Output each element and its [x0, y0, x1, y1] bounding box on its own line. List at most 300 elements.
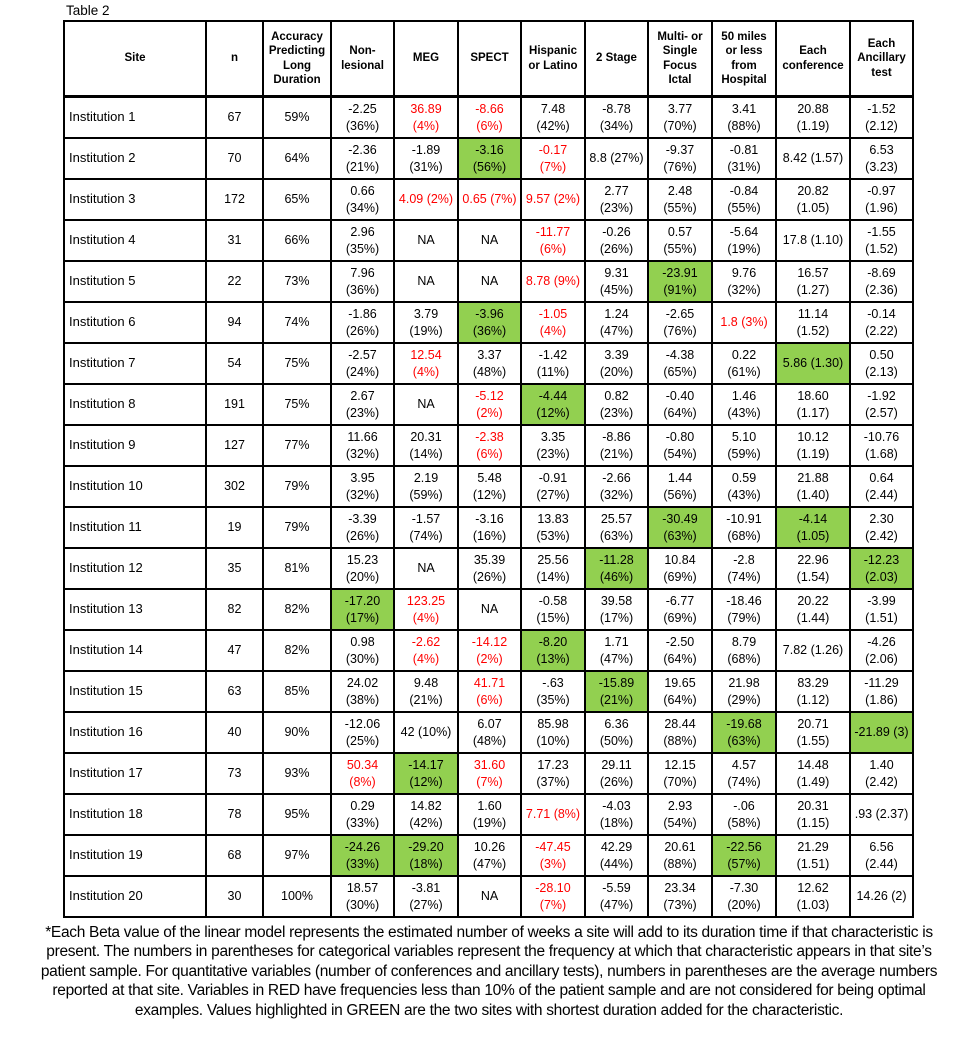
cell-line: (47%): [599, 323, 634, 338]
table-head: [64, 21, 913, 97]
beta-cell: [585, 876, 648, 917]
beta-cell: [776, 97, 850, 139]
beta-cell: [521, 97, 585, 139]
n-cell: 94: [206, 302, 263, 343]
site-cell: Institution 18: [64, 794, 206, 835]
cell-line: (54%): [663, 815, 697, 830]
beta-cell: [776, 384, 850, 425]
cell-line: -12.06: [344, 717, 381, 732]
beta-cell: [521, 220, 585, 261]
beta-cell: [458, 220, 521, 261]
cell-line: 20.22: [797, 594, 829, 609]
beta-cell: [585, 179, 648, 220]
cell-line: 8.78 (9%): [525, 274, 581, 289]
cell-line: 3.35: [540, 430, 566, 445]
cell-line: -0.97: [867, 184, 896, 199]
site-cell: Institution 1: [64, 97, 206, 139]
cell-line: -2.57: [348, 348, 377, 363]
n-cell: 30: [206, 876, 263, 917]
beta-cell: [521, 138, 585, 179]
cell-line: (1.68): [865, 446, 898, 461]
cell-line: (76%): [663, 323, 697, 338]
beta-cell: [776, 712, 850, 753]
beta-cell: [712, 835, 776, 876]
cell-line: -2.62: [411, 635, 441, 650]
beta-cell: [394, 466, 458, 507]
cell-line: -8.86: [602, 430, 631, 445]
accuracy-cell: 82%: [263, 630, 331, 671]
n-cell: 302: [206, 466, 263, 507]
cell-line: (1.03): [796, 897, 830, 912]
cell-line: 19.65: [664, 676, 696, 691]
cell-line: (26%): [599, 241, 634, 256]
cell-line: 17.8 (1.10): [782, 233, 844, 248]
cell-line: (32%): [345, 487, 380, 502]
cell-line: -11.77: [535, 225, 571, 240]
beta-cell: [331, 343, 394, 384]
cell-line: 0.50: [869, 348, 894, 363]
cell-line: 7.96: [350, 266, 375, 281]
cell-line: (6%): [539, 241, 567, 256]
cell-line: (1.51): [796, 856, 830, 871]
cell-line: 7.71 (8%): [525, 807, 581, 822]
accuracy-cell: 66%: [263, 220, 331, 261]
cell-line: (11%): [536, 364, 570, 379]
cell-line: 2.19: [413, 471, 439, 486]
cell-line: -8.66: [475, 102, 504, 117]
cell-line: (70%): [663, 774, 697, 789]
cell-line: (1.55): [796, 733, 830, 748]
cell-line: 1.8 (3%): [720, 315, 768, 330]
cell-line: 0.22: [731, 348, 757, 363]
cell-line: -0.40: [665, 389, 695, 404]
site-cell: Institution 5: [64, 261, 206, 302]
cell-line: 2.96: [350, 225, 375, 240]
beta-cell: [331, 507, 394, 548]
cell-line: 20.88: [797, 102, 829, 117]
beta-cell: [394, 671, 458, 712]
cell-line: (23%): [599, 200, 634, 215]
cell-line: 16.57: [797, 266, 829, 281]
cell-line: -2.50: [665, 635, 695, 650]
cell-line: (65%): [663, 364, 697, 379]
beta-cell: [648, 97, 712, 139]
cell-line: (43%): [727, 487, 761, 502]
cell-line: 3.41: [731, 102, 757, 117]
cell-line: -14.17: [408, 758, 444, 773]
cell-line: (14%): [536, 569, 570, 584]
n-cell: 82: [206, 589, 263, 630]
beta-cell: [331, 220, 394, 261]
column-header: Multi- or Single Focus Ictal: [648, 21, 712, 97]
cell-line: 0.64: [869, 471, 894, 486]
cell-line: 36.89: [410, 102, 442, 117]
cell-line: (1.40): [796, 487, 830, 502]
cell-line: (2.12): [865, 118, 898, 133]
beta-cell: [712, 548, 776, 589]
cell-line: (33%): [345, 856, 380, 871]
n-cell: 73: [206, 753, 263, 794]
accuracy-cell: 64%: [263, 138, 331, 179]
beta-cell: [521, 876, 585, 917]
cell-line: (48%): [472, 364, 507, 379]
accuracy-cell: 59%: [263, 97, 331, 139]
beta-cell: [850, 753, 913, 794]
cell-line: (20%): [599, 364, 634, 379]
cell-line: (37%): [536, 774, 570, 789]
cell-line: -4.14: [798, 512, 828, 527]
cell-line: -0.91: [538, 471, 568, 486]
cell-line: -0.84: [729, 184, 759, 199]
cell-line: (1.15): [796, 815, 830, 830]
cell-line: -17.20: [344, 594, 381, 609]
column-header: MEG: [394, 21, 458, 97]
cell-line: -0.17: [538, 143, 568, 158]
beta-cell: [458, 97, 521, 139]
beta-cell: [458, 425, 521, 466]
n-cell: 47: [206, 630, 263, 671]
site-cell: Institution 6: [64, 302, 206, 343]
cell-line: 0.59: [731, 471, 757, 486]
beta-cell: [648, 835, 712, 876]
beta-cell: [648, 876, 712, 917]
beta-cell: [394, 753, 458, 794]
cell-line: (56%): [663, 487, 697, 502]
accuracy-cell: 79%: [263, 466, 331, 507]
cell-line: -2.36: [348, 143, 377, 158]
cell-line: 35.39: [473, 553, 506, 568]
accuracy-cell: 82%: [263, 589, 331, 630]
n-cell: 54: [206, 343, 263, 384]
beta-cell: [850, 425, 913, 466]
cell-line: (2.42): [865, 528, 898, 543]
cell-line: NA: [480, 889, 499, 904]
beta-cell: [850, 876, 913, 917]
beta-cell: [712, 425, 776, 466]
cell-line: 1.71: [604, 635, 629, 650]
cell-line: (74%): [727, 774, 761, 789]
beta-cell: [331, 835, 394, 876]
cell-line: -0.26: [602, 225, 631, 240]
beta-cell: [648, 343, 712, 384]
cell-line: 50.34: [346, 758, 379, 773]
beta-cell: [331, 753, 394, 794]
beta-cell: [850, 548, 913, 589]
cell-line: (21%): [345, 159, 380, 174]
beta-cell: [776, 753, 850, 794]
cell-line: -2.38: [475, 430, 504, 445]
cell-line: -0.80: [665, 430, 695, 445]
accuracy-cell: 79%: [263, 507, 331, 548]
cell-line: (20%): [345, 569, 380, 584]
beta-cell: [394, 179, 458, 220]
cell-line: 20.61: [664, 840, 696, 855]
cell-line: -0.58: [538, 594, 568, 609]
cell-line: -1.92: [867, 389, 896, 404]
cell-line: 5.10: [731, 430, 757, 445]
cell-line: (18%): [409, 856, 443, 871]
beta-cell: [521, 712, 585, 753]
cell-line: 14.82: [410, 799, 442, 814]
cell-line: -11.29: [864, 676, 899, 691]
accuracy-cell: 81%: [263, 548, 331, 589]
beta-cell: [776, 589, 850, 630]
cell-line: (14%): [409, 446, 443, 461]
cell-line: (26%): [599, 774, 634, 789]
cell-line: (1.54): [796, 569, 830, 584]
cell-line: (27%): [536, 487, 570, 502]
cell-line: (2.13): [865, 364, 898, 379]
beta-cell: [458, 589, 521, 630]
table-row: [64, 138, 913, 179]
cell-line: (2.36): [865, 282, 898, 297]
cell-line: 3.95: [350, 471, 375, 486]
cell-line: -1.86: [348, 307, 377, 322]
beta-cell: [331, 97, 394, 139]
cell-line: 7.48: [540, 102, 566, 117]
beta-cell: [394, 343, 458, 384]
beta-cell: [850, 220, 913, 261]
cell-line: (7%): [539, 159, 567, 174]
accuracy-cell: 77%: [263, 425, 331, 466]
beta-cell: [394, 425, 458, 466]
cell-line: (7%): [476, 774, 503, 789]
cell-line: (59%): [727, 446, 761, 461]
cell-line: -23.91: [662, 266, 698, 281]
beta-cell: [776, 630, 850, 671]
cell-line: (74%): [727, 569, 761, 584]
cell-line: 25.56: [537, 553, 569, 568]
n-cell: 70: [206, 138, 263, 179]
column-header: Site: [64, 21, 206, 97]
cell-line: -8.20: [538, 635, 568, 650]
cell-line: -5.64: [729, 225, 759, 240]
beta-cell: [521, 548, 585, 589]
cell-line: 21.98: [728, 676, 760, 691]
cell-line: (4%): [412, 651, 440, 666]
beta-cell: [648, 466, 712, 507]
cell-line: (73%): [663, 897, 697, 912]
beta-cell: [850, 835, 913, 876]
cell-line: (68%): [727, 651, 761, 666]
n-cell: 78: [206, 794, 263, 835]
beta-cell: [585, 138, 648, 179]
cell-line: -10.76: [863, 430, 900, 445]
column-header: 2 Stage: [585, 21, 648, 97]
cell-line: 9.31: [604, 266, 629, 281]
beta-cell: [776, 794, 850, 835]
cell-line: NA: [417, 397, 435, 412]
cell-line: -1.57: [411, 512, 441, 527]
beta-cell: [776, 835, 850, 876]
beta-cell: [331, 794, 394, 835]
beta-cell: [712, 220, 776, 261]
beta-cell: [850, 630, 913, 671]
cell-line: -47.45: [535, 840, 571, 855]
table-header-row: [64, 21, 913, 97]
beta-cell: [712, 343, 776, 384]
cell-line: (1.12): [796, 692, 830, 707]
cell-line: 11.14: [797, 307, 829, 322]
cell-line: 0.98: [350, 635, 375, 650]
site-cell: Institution 19: [64, 835, 206, 876]
beta-cell: [712, 261, 776, 302]
beta-cell: [776, 548, 850, 589]
cell-line: -11.28: [599, 553, 634, 568]
beta-cell: [648, 753, 712, 794]
table-row: [64, 97, 913, 139]
beta-cell: [648, 671, 712, 712]
cell-line: 28.44: [664, 717, 696, 732]
cell-line: 10.84: [664, 553, 696, 568]
beta-cell: [394, 220, 458, 261]
beta-cell: [521, 466, 585, 507]
beta-cell: [521, 507, 585, 548]
cell-line: (43%): [727, 405, 761, 420]
beta-cell: [850, 302, 913, 343]
cell-line: (26%): [345, 528, 380, 543]
beta-cell: [776, 466, 850, 507]
beta-cell: [394, 548, 458, 589]
cell-line: 5.48: [477, 471, 502, 486]
accuracy-cell: 73%: [263, 261, 331, 302]
n-cell: 67: [206, 97, 263, 139]
beta-cell: [521, 343, 585, 384]
cell-line: (47%): [599, 897, 634, 912]
cell-line: (30%): [345, 897, 380, 912]
cell-line: 0.65 (7%): [462, 192, 517, 207]
cell-line: (53%): [536, 528, 570, 543]
n-cell: 35: [206, 548, 263, 589]
beta-cell: [850, 97, 913, 139]
beta-cell: [458, 876, 521, 917]
column-header: 50 miles or less from Hospital: [712, 21, 776, 97]
cell-line: -1.42: [538, 348, 568, 363]
beta-cell: [331, 179, 394, 220]
beta-cell: [521, 179, 585, 220]
cell-line: 18.60: [797, 389, 829, 404]
beta-cell: [394, 384, 458, 425]
cell-line: -8.78: [602, 102, 631, 117]
column-header: SPECT: [458, 21, 521, 97]
beta-cell: [712, 712, 776, 753]
cell-line: 3.37: [477, 348, 502, 363]
beta-cell: [585, 97, 648, 139]
beta-cell: [776, 425, 850, 466]
cell-line: (25%): [345, 733, 380, 748]
beta-cell: [850, 794, 913, 835]
cell-line: -.63: [542, 676, 564, 691]
cell-line: (1.51): [865, 610, 898, 625]
cell-line: (13%): [536, 651, 570, 666]
cell-line: (32%): [727, 282, 761, 297]
table-row: [64, 466, 913, 507]
beta-cell: [331, 630, 394, 671]
cell-line: (1.96): [865, 200, 898, 215]
n-cell: 40: [206, 712, 263, 753]
cell-line: 10.12: [797, 430, 829, 445]
cell-line: -3.96: [475, 307, 504, 322]
beta-cell: [585, 548, 648, 589]
cell-line: NA: [480, 602, 499, 617]
n-cell: 172: [206, 179, 263, 220]
beta-cell: [648, 589, 712, 630]
cell-line: 6.56: [869, 840, 894, 855]
cell-line: -2.65: [665, 307, 695, 322]
table-row: [64, 343, 913, 384]
cell-line: (26%): [345, 323, 380, 338]
cell-line: (2.44): [865, 487, 898, 502]
n-cell: 31: [206, 220, 263, 261]
beta-cell: [458, 507, 521, 548]
cell-line: 14.48: [797, 758, 829, 773]
cell-line: 31.60: [473, 758, 506, 773]
cell-line: (24%): [345, 364, 380, 379]
table-title: Table 2: [66, 3, 110, 18]
table-row: [64, 589, 913, 630]
cell-line: (31%): [727, 159, 761, 174]
cell-line: (1.17): [796, 405, 830, 420]
cell-line: -4.44: [538, 389, 568, 404]
cell-line: 18.57: [346, 881, 379, 896]
cell-line: -1.52: [867, 102, 896, 117]
beta-cell: [331, 261, 394, 302]
cell-line: (58%): [727, 815, 761, 830]
cell-line: 8.79: [731, 635, 757, 650]
cell-line: (61%): [727, 364, 761, 379]
cell-line: 9.76: [731, 266, 757, 281]
cell-line: (1.52): [796, 323, 830, 338]
beta-cell: [712, 179, 776, 220]
cell-line: (69%): [663, 569, 697, 584]
cell-line: (74%): [409, 528, 443, 543]
cell-line: (21%): [599, 446, 634, 461]
beta-cell: [585, 835, 648, 876]
cell-line: (32%): [599, 487, 634, 502]
cell-line: 4.57: [731, 758, 757, 773]
beta-cell: [850, 507, 913, 548]
cell-line: (2%): [476, 405, 503, 420]
cell-line: 123.25: [406, 594, 446, 609]
beta-cell: [712, 876, 776, 917]
cell-line: -1.89: [411, 143, 441, 158]
table-row: [64, 302, 913, 343]
table-row: [64, 507, 913, 548]
cell-line: (36%): [345, 118, 380, 133]
beta-cell: [585, 589, 648, 630]
cell-line: (1.86): [865, 692, 898, 707]
beta-cell: [331, 138, 394, 179]
cell-line: NA: [417, 561, 435, 576]
cell-line: 39.58: [600, 594, 633, 609]
accuracy-cell: 97%: [263, 835, 331, 876]
cell-line: (17%): [345, 610, 380, 625]
cell-line: -19.68: [726, 717, 762, 732]
accuracy-cell: 85%: [263, 671, 331, 712]
beta-cell: [585, 630, 648, 671]
beta-cell: [850, 138, 913, 179]
beta-cell: [521, 753, 585, 794]
beta-cell: [331, 466, 394, 507]
cell-line: (12%): [472, 487, 507, 502]
beta-cell: [458, 712, 521, 753]
beta-cell: [521, 384, 585, 425]
cell-line: (15%): [536, 610, 570, 625]
beta-cell: [712, 589, 776, 630]
beta-cell: [458, 138, 521, 179]
accuracy-cell: 75%: [263, 384, 331, 425]
table-row: [64, 425, 913, 466]
